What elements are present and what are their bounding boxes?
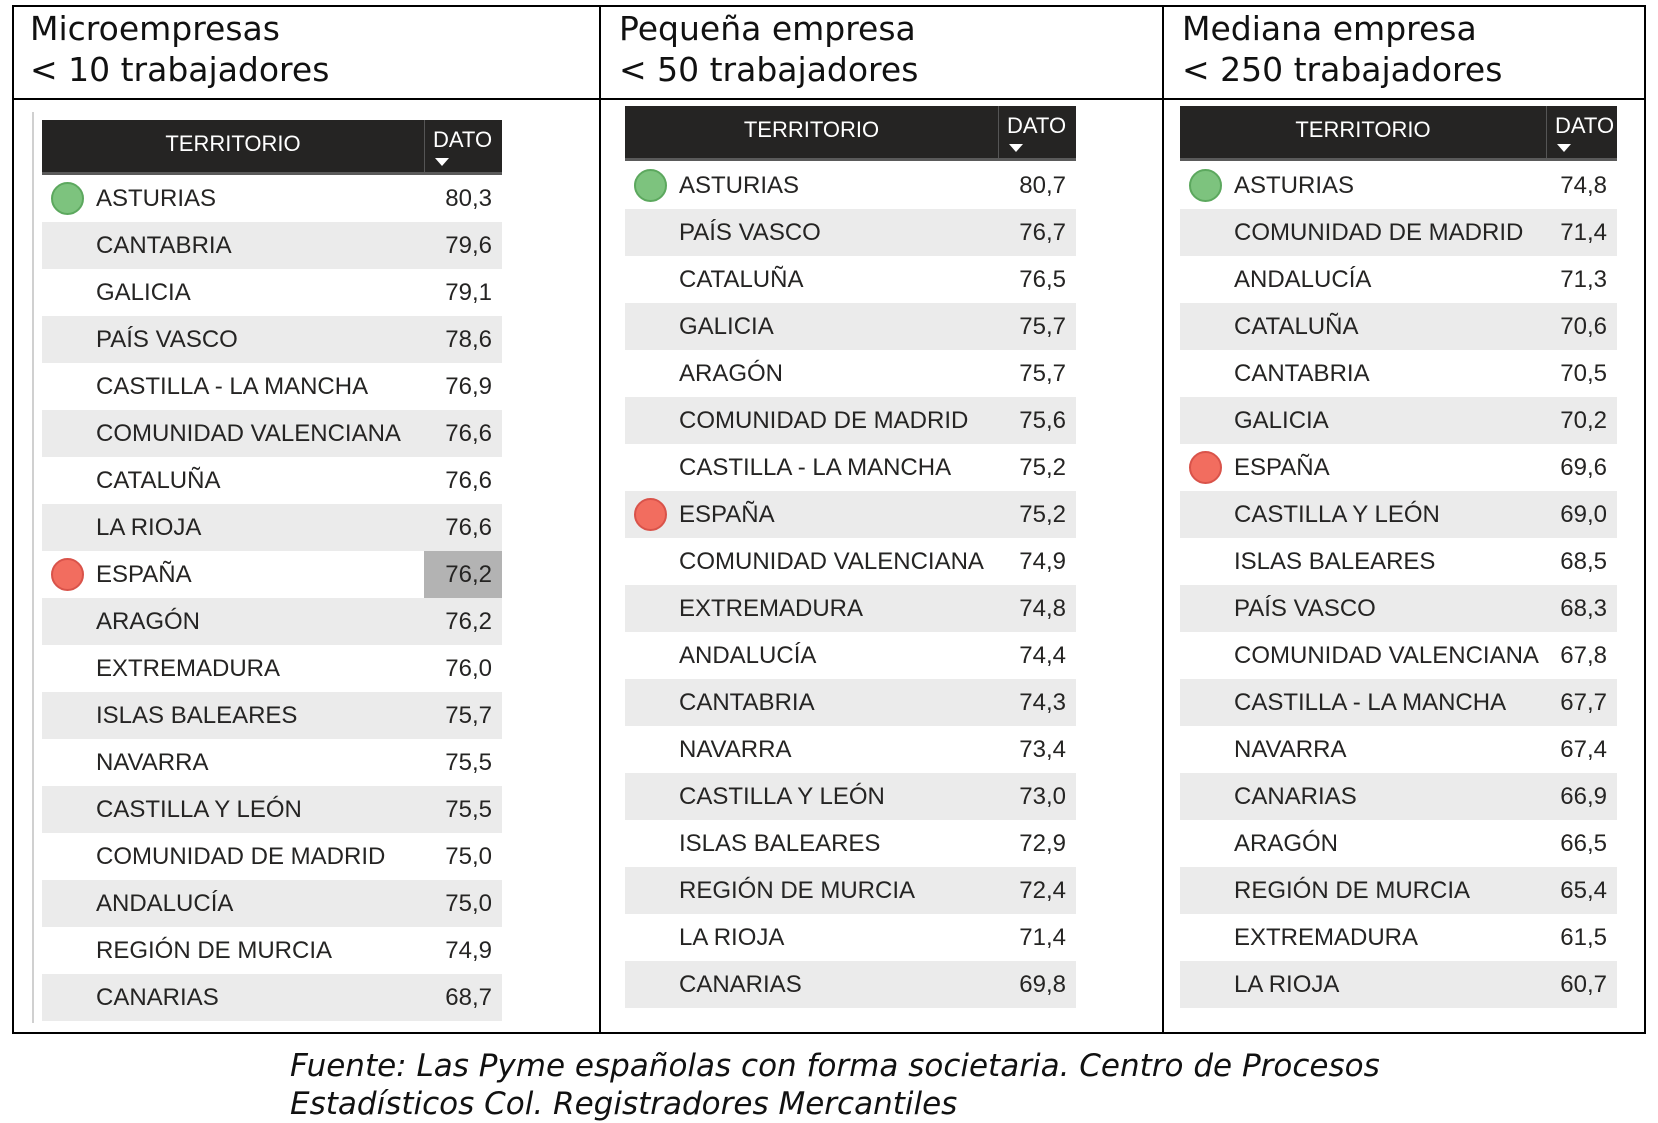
panel-divider [599, 5, 601, 1034]
column-header-territorio[interactable]: TERRITORIO [165, 131, 301, 156]
territory-name: CASTILLA - LA MANCHA [96, 373, 369, 400]
dato-value: 76,2 [445, 561, 492, 588]
table-row[interactable] [42, 222, 502, 269]
dato-value: 65,4 [1560, 877, 1607, 904]
table-row[interactable] [42, 974, 502, 1021]
data-table [625, 106, 1076, 1008]
panel-title [30, 8, 329, 90]
dato-value: 76,6 [445, 514, 492, 541]
table-row[interactable] [42, 504, 502, 551]
table-row[interactable] [1180, 585, 1617, 632]
table-row[interactable] [625, 209, 1076, 256]
dato-value: 74,8 [1019, 595, 1066, 622]
territory-name: GALICIA [1234, 407, 1329, 434]
dato-value: 71,4 [1019, 924, 1066, 951]
dato-value: 70,6 [1560, 313, 1607, 340]
dato-value: 76,6 [445, 420, 492, 447]
panel-divider [1162, 5, 1164, 1034]
table-row[interactable] [1180, 679, 1617, 726]
green-circle-icon [1189, 169, 1222, 202]
table-row[interactable] [42, 457, 502, 504]
table-row[interactable] [625, 726, 1076, 773]
column-header-territorio[interactable]: TERRITORIO [1295, 117, 1431, 142]
territory-name: CANARIAS [679, 971, 802, 998]
table-row[interactable] [42, 880, 502, 927]
table-row[interactable] [1180, 961, 1617, 1008]
dato-value: 75,0 [445, 890, 492, 917]
table-row[interactable] [625, 538, 1076, 585]
table-row[interactable] [42, 363, 502, 410]
territory-name: PAÍS VASCO [96, 326, 238, 353]
dato-value: 78,6 [445, 326, 492, 353]
dato-value: 76,6 [445, 467, 492, 494]
territory-name: CASTILLA Y LEÓN [1234, 501, 1440, 528]
dato-value: 75,5 [445, 749, 492, 776]
green-circle-icon [634, 169, 667, 202]
table-header [625, 106, 1076, 161]
dato-value: 68,5 [1560, 548, 1607, 575]
territory-name: ESPAÑA [96, 561, 192, 588]
dato-value: 75,7 [1019, 313, 1066, 340]
table-row[interactable] [1180, 726, 1617, 773]
dato-value: 75,7 [1019, 360, 1066, 387]
territory-name: CANTABRIA [679, 689, 815, 716]
source-line-1: Fuente: Las Pyme españolas con forma societaria. Centro de Procesos [290, 1048, 1380, 1084]
table-row[interactable] [42, 739, 502, 786]
sort-descending-icon [1009, 144, 1023, 152]
panel-title [1182, 8, 1502, 90]
dato-value: 67,8 [1560, 642, 1607, 669]
territory-name: ANDALUCÍA [96, 890, 234, 917]
dato-value: 73,0 [1019, 783, 1066, 810]
sort-descending-icon [435, 158, 449, 166]
column-header-dato-label: DATO [1555, 113, 1615, 138]
dato-value: 74,8 [1560, 172, 1607, 199]
dato-value: 69,6 [1560, 454, 1607, 481]
territory-name: REGIÓN DE MURCIA [1234, 877, 1471, 904]
dato-value: 76,5 [1019, 266, 1066, 293]
table-row[interactable] [625, 350, 1076, 397]
table-row[interactable] [1180, 303, 1617, 350]
territory-name: CASTILLA Y LEÓN [96, 796, 302, 823]
dato-value: 69,8 [1019, 971, 1066, 998]
territory-name: ANDALUCÍA [679, 642, 817, 669]
table-row[interactable] [1180, 820, 1617, 867]
table-row[interactable] [1180, 491, 1617, 538]
territory-name: CANTABRIA [1234, 360, 1370, 387]
table-header [42, 120, 502, 175]
territory-name: NAVARRA [96, 749, 209, 776]
territory-name: NAVARRA [1234, 736, 1347, 763]
dato-value: 66,9 [1560, 783, 1607, 810]
territory-name: CASTILLA - LA MANCHA [679, 454, 952, 481]
table-row[interactable] [1180, 914, 1617, 961]
dato-value: 74,3 [1019, 689, 1066, 716]
territory-name: ESPAÑA [679, 501, 775, 528]
territory-name: CATALUÑA [1234, 313, 1359, 340]
territory-name: EXTREMADURA [1234, 924, 1419, 951]
territory-name: CATALUÑA [96, 467, 221, 494]
table-row[interactable] [42, 786, 502, 833]
dato-value: 74,4 [1019, 642, 1066, 669]
panel-title-line-2: < 250 trabajadores [1182, 50, 1503, 89]
territory-name: ARAGÓN [1234, 830, 1339, 857]
dato-value: 71,4 [1560, 219, 1607, 246]
dato-value: 61,5 [1560, 924, 1607, 951]
territory-name: LA RIOJA [1234, 971, 1340, 998]
table-row[interactable] [42, 175, 502, 222]
dato-value: 67,4 [1560, 736, 1607, 763]
territory-name: GALICIA [679, 313, 774, 340]
territory-name: ISLAS BALEARES [1234, 548, 1436, 575]
column-header-dato[interactable] [998, 106, 1076, 158]
table-row[interactable] [1180, 162, 1617, 209]
dato-value: 72,4 [1019, 877, 1066, 904]
territory-name: COMUNIDAD DE MADRID [1234, 219, 1524, 246]
red-circle-icon [634, 498, 667, 531]
dato-value: 79,1 [445, 279, 492, 306]
territory-name: PAÍS VASCO [679, 219, 821, 246]
table-row[interactable] [42, 410, 502, 457]
table-row[interactable] [625, 491, 1076, 538]
table-row[interactable] [625, 303, 1076, 350]
table-row[interactable] [1180, 867, 1617, 914]
table-row[interactable] [42, 551, 502, 598]
table-row[interactable] [625, 632, 1076, 679]
table-row[interactable] [1180, 256, 1617, 303]
table-row[interactable] [625, 914, 1076, 961]
dato-value: 71,3 [1560, 266, 1607, 293]
red-circle-icon [1189, 451, 1222, 484]
table-row[interactable] [1180, 773, 1617, 820]
table-row[interactable] [625, 867, 1076, 914]
sort-descending-icon [1557, 144, 1571, 152]
territory-name: NAVARRA [679, 736, 792, 763]
territory-name: PAÍS VASCO [1234, 595, 1376, 622]
territory-name: LA RIOJA [96, 514, 202, 541]
table-row[interactable] [1180, 632, 1617, 679]
territory-name: CATALUÑA [679, 266, 804, 293]
territory-name: EXTREMADURA [96, 655, 281, 682]
table-row[interactable] [1180, 444, 1617, 491]
column-header-dato-label: DATO [1007, 113, 1067, 138]
territory-name: COMUNIDAD DE MADRID [96, 843, 386, 870]
table-row[interactable] [42, 833, 502, 880]
territory-name: COMUNIDAD DE MADRID [679, 407, 969, 434]
territory-name: ANDALUCÍA [1234, 266, 1372, 293]
column-header-dato-label: DATO [433, 127, 493, 152]
territory-name: ARAGÓN [679, 360, 784, 387]
dato-value: 76,2 [445, 608, 492, 635]
panel-title-line-2: < 50 trabajadores [619, 50, 919, 89]
table-row[interactable] [625, 820, 1076, 867]
territory-name: ARAGÓN [96, 608, 201, 635]
dato-value: 69,0 [1560, 501, 1607, 528]
table-row[interactable] [1180, 538, 1617, 585]
dato-value: 75,5 [445, 796, 492, 823]
dato-value: 70,2 [1560, 407, 1607, 434]
source-line-2: Estadísticos Col. Registradores Mercantiles [290, 1086, 958, 1122]
table-row[interactable] [42, 645, 502, 692]
dato-value: 60,7 [1560, 971, 1607, 998]
panel-title-line-1: Microempresas [30, 9, 280, 48]
table-row[interactable] [1180, 350, 1617, 397]
dato-value: 75,0 [445, 843, 492, 870]
column-header-territorio[interactable]: TERRITORIO [743, 117, 880, 142]
table-row[interactable] [1180, 397, 1617, 444]
table-row[interactable] [42, 598, 502, 645]
green-circle-icon [51, 182, 84, 215]
table-row[interactable] [42, 692, 502, 739]
column-header-dato[interactable] [1546, 106, 1617, 158]
table-scroll-edge [32, 112, 34, 1023]
table-row[interactable] [625, 256, 1076, 303]
dato-value: 68,3 [1560, 595, 1607, 622]
dato-value: 76,9 [445, 373, 492, 400]
panel-title-line-1: Mediana empresa [1182, 9, 1477, 48]
dato-value: 70,5 [1560, 360, 1607, 387]
territory-name: ASTURIAS [96, 185, 217, 212]
dato-value: 75,2 [1019, 501, 1066, 528]
territory-name: COMUNIDAD VALENCIANA [679, 548, 984, 575]
territory-name: COMUNIDAD VALENCIANA [96, 420, 401, 447]
table-row[interactable] [42, 269, 502, 316]
territory-name: ESPAÑA [1234, 454, 1330, 481]
data-table [42, 120, 502, 1021]
dato-value: 79,6 [445, 232, 492, 259]
dato-value: 67,7 [1560, 689, 1607, 716]
table-row[interactable] [625, 961, 1076, 1008]
table-row[interactable] [625, 773, 1076, 820]
dato-value: 76,0 [445, 655, 492, 682]
dato-value: 75,2 [1019, 454, 1066, 481]
territory-name: CANTABRIA [96, 232, 232, 259]
dato-value: 68,7 [445, 984, 492, 1011]
panel-title-line-1: Pequeña empresa [619, 9, 916, 48]
territory-name: CANARIAS [96, 984, 219, 1011]
table-row[interactable] [42, 927, 502, 974]
territory-name: REGIÓN DE MURCIA [679, 877, 916, 904]
column-header-dato[interactable] [424, 120, 502, 172]
territory-name: CASTILLA - LA MANCHA [1234, 689, 1507, 716]
territory-name: ASTURIAS [1234, 172, 1355, 199]
table-row[interactable] [625, 397, 1076, 444]
table-header [1180, 106, 1617, 161]
table-row[interactable] [42, 316, 502, 363]
territory-name: REGIÓN DE MURCIA [96, 937, 333, 964]
territory-name: ASTURIAS [679, 172, 800, 199]
territory-name: CANARIAS [1234, 783, 1357, 810]
panel-title-line-2: < 10 trabajadores [30, 50, 330, 89]
territory-name: EXTREMADURA [679, 595, 864, 622]
dato-value: 72,9 [1019, 830, 1066, 857]
dato-value: 74,9 [445, 937, 492, 964]
table-row[interactable] [625, 679, 1076, 726]
dato-value: 66,5 [1560, 830, 1607, 857]
table-row[interactable] [625, 585, 1076, 632]
dato-value: 74,9 [1019, 548, 1066, 575]
territory-name: ISLAS BALEARES [96, 702, 298, 729]
red-circle-icon [51, 558, 84, 591]
dato-value: 75,6 [1019, 407, 1066, 434]
dato-value: 80,3 [445, 185, 492, 212]
territory-name: LA RIOJA [679, 924, 785, 951]
dato-value: 80,7 [1019, 172, 1066, 199]
dato-value: 76,7 [1019, 219, 1066, 246]
territory-name: COMUNIDAD VALENCIANA [1234, 642, 1539, 669]
data-table [1180, 106, 1617, 1008]
territory-name: ISLAS BALEARES [679, 830, 881, 857]
table-row[interactable] [625, 162, 1076, 209]
table-row[interactable] [625, 444, 1076, 491]
panel-title [619, 8, 918, 90]
dato-value: 75,7 [445, 702, 492, 729]
territory-name: CASTILLA Y LEÓN [679, 783, 885, 810]
territory-name: GALICIA [96, 279, 191, 306]
table-row[interactable] [1180, 209, 1617, 256]
dato-value: 73,4 [1019, 736, 1066, 763]
